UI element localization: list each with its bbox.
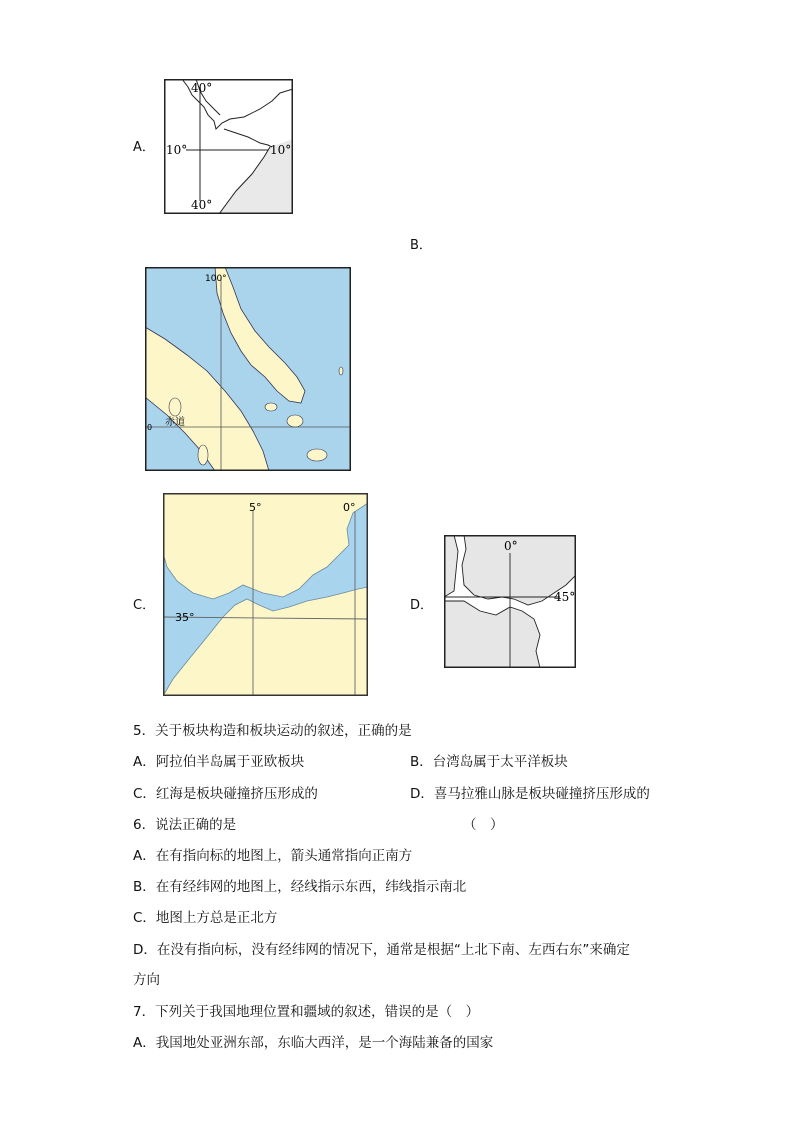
map-a [164,79,293,214]
q6-option-a: A．在有指向标的地图上，箭头通常指向正南方 [133,848,413,864]
map-a-label-left: 10° [166,143,188,157]
map-a-label-bottom: 40° [191,198,213,212]
q7-option-a: A．我国地处亚洲东部，东临大西洋，是一个海陆兼备的国家 [133,1035,494,1051]
map-b-label-lon: 100° [205,274,227,284]
option-a-letter: A． [133,140,155,155]
q5-stem: 5．关于板块构造和板块运动的叙述，正确的是 [133,723,412,739]
map-a-label-top: 40° [191,81,213,95]
q6-stem: 6．说法正确的是 [133,817,237,833]
q5-option-a: A．阿拉伯半岛属于亚欧板块 [133,754,305,770]
map-d-label-lon: 0° [504,539,518,553]
q6-answer-paren: （ ） [463,817,504,833]
q5-option-c: C．红海是板块碰撞挤压形成的 [133,786,318,802]
map-c [163,493,368,696]
q6-option-b: B．在有经纬网的地图上，经线指示东西，纬线指示南北 [133,879,467,895]
q6-option-c: C．地图上方总是正北方 [133,910,278,926]
map-c-label-lon-0: 0° [343,501,356,514]
map-c-label-lon-5: 5° [249,501,262,514]
map-c-label-lat: 35° [175,611,195,624]
q6-option-d-line2: 方向 [133,972,160,988]
option-d-letter: D． [410,598,434,613]
option-b-letter: B． [410,238,432,253]
q6-option-d-line1: D．在没有指向标，没有经纬网的情况下，通常是根据“上北下南、左西右东”来确定 [133,942,630,958]
map-b [145,267,351,471]
q5-option-b: B．台湾岛属于太平洋板块 [410,754,568,770]
map-b-label-equator: 赤道 [165,417,185,428]
q7-stem: 7．下列关于我国地理位置和疆域的叙述，错误的是（ ） [133,1004,480,1020]
q5-option-d: D．喜马拉雅山脉是板块碰撞挤压形成的 [410,786,650,802]
map-b-label-zero: 0 [147,423,153,432]
map-d-label-lat: 45° [554,590,576,604]
option-c-letter: C． [133,598,156,613]
map-d [444,535,576,668]
map-a-label-right: 10° [270,143,292,157]
